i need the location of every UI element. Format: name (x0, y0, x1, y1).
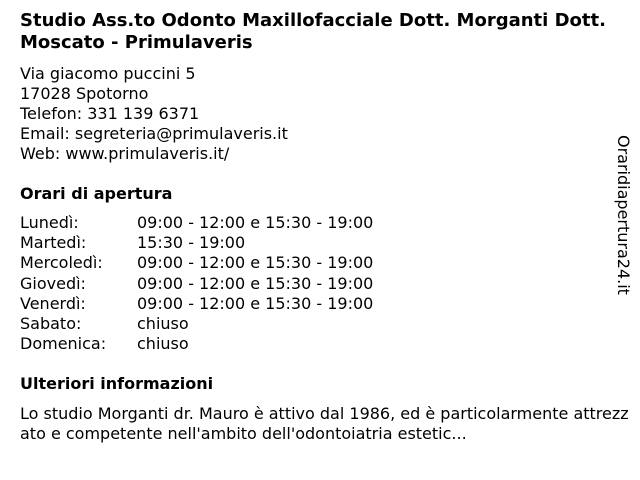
day-label: Sabato: (20, 314, 82, 334)
hours-row-tuesday (20, 233, 373, 253)
address-street: Via giacomo puccini 5 (20, 64, 196, 83)
hours-row-thursday (20, 274, 373, 294)
site-watermark (612, 135, 636, 310)
page-title: Studio Ass.to Odonto Maxillofacciale Dott. Morganti Dott. Moscato - Primulaveris (20, 10, 606, 53)
hours-row-monday (20, 213, 373, 233)
day-label: Martedì: (20, 233, 87, 253)
more-info-heading: Ulteriori informazioni (20, 374, 214, 393)
day-hours: 09:00 - 12:00 e 15:30 - 19:00 (137, 253, 374, 273)
watermark-text: Oraridiapertura24.it (614, 135, 633, 295)
day-hours: 15:30 - 19:00 (137, 233, 246, 253)
contact-block (20, 64, 288, 164)
day-hours: 09:00 - 12:00 e 15:30 - 19:00 (137, 273, 374, 293)
day-label: Domenica: (20, 334, 107, 354)
more-info-text: Lo studio Morganti dr. Mauro è attivo dal 1986, ed è particolarmente attrezzato e competente nell'ambito dell'odontoiatria estetic... (20, 404, 629, 443)
address-city: 17028 Spotorno (20, 84, 149, 103)
opening-hours-heading: Orari di apertura (20, 184, 173, 203)
hours-row-saturday (20, 314, 373, 334)
hours-row-sunday (20, 334, 373, 354)
hours-row-friday (20, 294, 373, 314)
day-hours: chiuso (137, 334, 189, 354)
day-hours: 09:00 - 12:00 e 15:30 - 19:00 (137, 293, 374, 313)
email-text: Email: segreteria@primulaveris.it (20, 124, 288, 143)
day-hours: 09:00 - 12:00 e 15:30 - 19:00 (137, 213, 374, 232)
opening-hours-table (20, 213, 373, 354)
phone-text: Telefon: 331 139 6371 (20, 104, 200, 123)
day-hours: chiuso (137, 314, 189, 334)
day-label: Mercoledì: (20, 253, 103, 273)
day-label: Giovedì: (20, 273, 86, 293)
day-label: Venerdì: (20, 293, 86, 313)
web-text: Web: www.primulaveris.it/ (20, 144, 230, 163)
day-label: Lunedì: (20, 213, 79, 232)
hours-row-wednesday (20, 253, 373, 273)
